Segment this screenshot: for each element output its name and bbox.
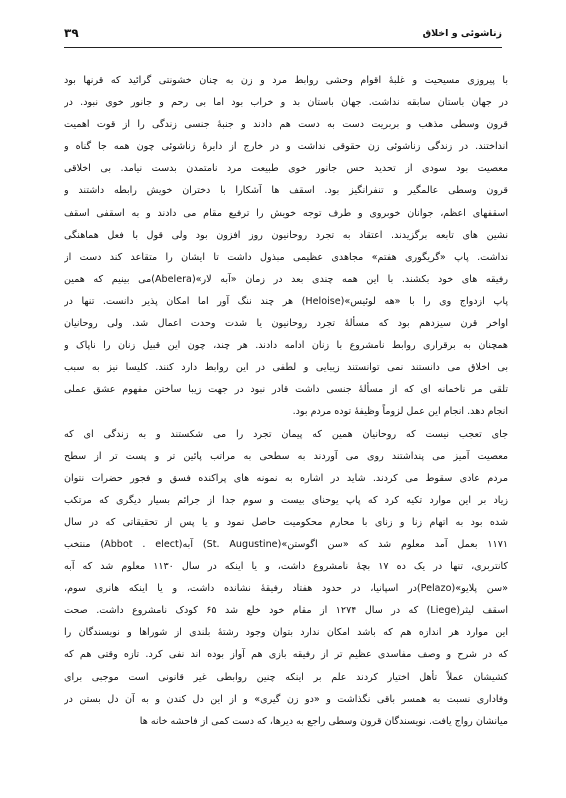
text-line: «سن پلایو»(Pelazo)در اسپانیا، در حدود هفتاد رفیقهٔ نشانده داشت، و یا اینکه هانری سوم، (64, 583, 508, 595)
text-line: معصیت آمیز می پنداشتند روی می آوردند به سطحی به مراتب پائین تر و پست تر از سطح (64, 450, 508, 462)
text-line: تلقی مر ناخمانه ای که از مسألهٔ جنسی داشت قادر نبود در جهت زیبا ساختن مفهوم عشق عملی (64, 384, 508, 396)
text-line: پاپ ازدواج وی را با «هه لوئیس»(Heloise) هر چند ننگ آور اما امکان پذیر دانست. تنها در (64, 295, 508, 307)
body-text (64, 70, 508, 733)
page-number: ۳۹ (64, 26, 79, 40)
text-line: بی اخلاق می دانستند نمی توانستند زیبایی و لطفی در این روابط دارد کنند. کلیسا نیز به سبب (64, 362, 508, 374)
text-line: که در شرح و وصف مفاسدی عظیم تر از رفیقه بازی هم آواز بوده اند نفی کرد. تازه وقتی هم که (64, 649, 508, 661)
text-line: انداختند. در زندگی زناشوئی زن حقوقی نداشت و در خارج از دایرهٔ زناشوئی چون همه جا گناه و (64, 141, 508, 153)
text-line: مردم عادی سقوط می کردند. شاید در اشاره به نمونه های پراکنده فسق و فجور حضرات نتوان (64, 472, 508, 484)
text-line: قرون وسطی مذهب و بربریت دست به دست هم دادند و جنبهٔ جنسی زندگی را از قوت اهمیت (64, 119, 508, 131)
text-line: وفاداری نسبت به همسر باقی نگذاشت و «دو زن گیری» و از این دل کندن و به آن دل بستن در (64, 693, 508, 705)
text-line: در جهان باستان سابقه نداشت. جهان باستان بد و خراب بود اما بی رحم و جانور خوی نبود. در (64, 97, 508, 109)
text-line: این موارد هر اندازه هم که باشد امکان ندارد بتوان وجود رشتهٔ بلندی از شوراها و نویسندگان را (64, 627, 508, 639)
paragraph-1 (64, 70, 508, 424)
page-header (64, 26, 502, 46)
text-line: رفیقه های خود بکشند. با این همه چندی بعد در زمان «آبه لار»(Abelera)می بینیم که همین (64, 273, 508, 285)
text-line: میانشان رواج یافت. نویسندگان قرون وسطی راجع به دیرها، که دست کمی از فاحشه خانه ها (139, 715, 508, 727)
text-line: انجام دهد. انجام این عمل لزوماً وظیفهٔ توده مردم بود. (292, 406, 508, 418)
text-line: اواخر قرن سیزدهم بود که مسألهٔ تجرد روحانیون یا شدت وحدت اعمال شد. ولی روحانیان (64, 318, 508, 330)
text-line: کشیشان عملاً تأهل اختیار کردند علم بر اینکه چنین روابطی غیر قانونی است موجبی برای (64, 671, 508, 683)
text-line: ۱۱۷۱ بعمل آمد معلوم شد که «سن اگوستن»(St. Augustine) آبه(Abbot . elect) منتخب (64, 538, 508, 550)
text-line: اسقف لیثر(Liege) که در سال ۱۲۷۴ از مقام خود خلع شد ۶۵ کودک نامشروع داشت. صحت (64, 605, 508, 617)
text-line: معصیت بود سودی از تحدید حس جانور خوی طبیعت مرد نامتمدن بدست نیامد. بی اخلاقی (64, 163, 508, 175)
text-line: کانتربری، تنها در یک ده ۱۷ بچهٔ نامشروع داشت، و یا اینکه در سال ۱۱۳۰ معلوم شد که آبه (64, 561, 508, 573)
text-line: قرون وسطی عالمگیر و تنفرانگیز بود. اسقف ها آشکارا با دختران خویش رابطه داشتند و (64, 185, 508, 197)
text-line: همچنان به برقراری روابط نامشروع با زنان ادامه دادند. هر چند، چون این قبیل زنان را ناپاک و (64, 340, 508, 352)
paragraph-2 (64, 424, 508, 733)
text-line: نداشت. پاپ «گریگوری هفتم» مجاهدی عظیمی مبذول داشت تا ایشان را متقاعد کند دست از (64, 251, 508, 263)
text-line: نشین های تابعه برگزیدند. اعتقاد به تجرد روحانیون روز افزون بود ولی قول با فعل هماهنگی (64, 229, 508, 241)
text-line: با پیروزی مسیحیت و غلبهٔ اقوام وحشی روابط مرد و زن به چنان خشونتی گرائید که قرنها بود (64, 75, 508, 86)
text-line: اسقفهای اعظم، جوانان خوبروی و طرف توجه خویش را ترفیع مقام می دادند و به اسقفی اسقف (64, 207, 508, 219)
header-divider (64, 47, 502, 48)
running-title: زناشوئی و اخلاق (422, 28, 502, 39)
text-line: جای تعجب نیست که روحانیان همین که پیمان تجرد را می شکستند و به زندگی ای که (64, 428, 508, 440)
text-line: زیاد بر این موارد تکیه کرد که پاپ یوحنای بیست و سوم جدا از جرائم بسیار دیگری که مرتکب (64, 494, 508, 506)
text-line: شده بود به اتهام زنا و زنای با محارم محکومیت حاصل نمود و یا پس از تحقیقاتی که در سال (64, 516, 508, 528)
